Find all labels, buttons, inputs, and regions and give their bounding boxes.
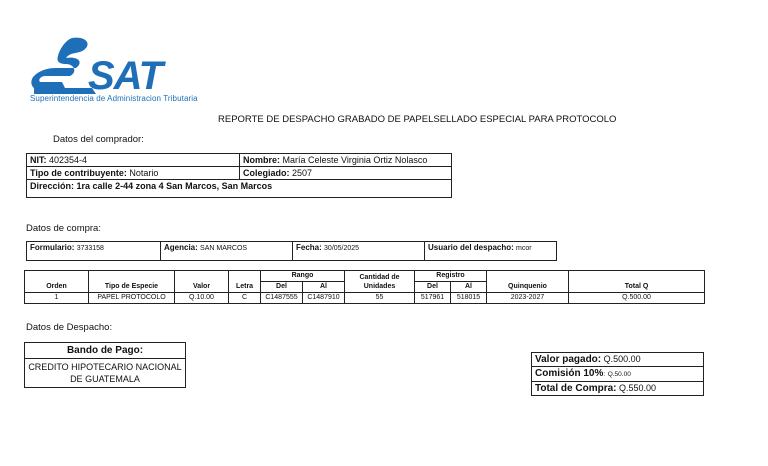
colegiado-cell (240, 167, 452, 180)
buyer-section-label: Datos del comprador: (53, 134, 144, 145)
direccion-label: Dirección: (30, 181, 75, 191)
tipo-value: Notario (129, 168, 159, 178)
registro-del-cell: 517961 (415, 293, 451, 304)
nit-label: NIT: (30, 155, 47, 165)
valor-header: Valor (175, 282, 229, 293)
logo-wordmark: SAT (88, 54, 163, 98)
valor-cell: Q.10.00 (175, 293, 229, 304)
dispatch-section-label: Datos de Despacho: (26, 322, 113, 333)
fecha-label: Fecha: (296, 243, 322, 252)
fecha-cell (293, 242, 425, 261)
comision-row: Comisión 10%: Q.50.00 (532, 367, 704, 382)
bank-header: Bando de Pago: (25, 343, 186, 359)
usuario-cell (425, 242, 557, 261)
registro-del-header: Del (415, 282, 451, 293)
rango-del-header: Del (261, 282, 303, 293)
comision-label: Comisión 10% (535, 368, 604, 379)
colegiado-value: 2507 (292, 168, 313, 178)
purchase-table (26, 241, 557, 261)
orden-cell: 1 (25, 293, 89, 304)
tipo-cell (27, 167, 240, 180)
cantidad-cell: 55 (345, 293, 415, 304)
rango-al-header: Al (303, 282, 345, 293)
nombre-label: Nombre: (243, 155, 281, 165)
registro-al-header: Al (451, 282, 487, 293)
purchase-section-label: Datos de compra: (26, 223, 101, 234)
letra-cell: C (229, 293, 261, 304)
bank-box (24, 342, 186, 388)
usuario-value: mcor (516, 245, 532, 252)
valor-pagado-row (532, 353, 704, 367)
nit-value: 402354-4 (49, 155, 88, 165)
agencia-label: Agencia: (164, 243, 198, 252)
tipo-label: Tipo de contribuyente: (30, 168, 127, 178)
total-header: Total Q (569, 282, 705, 293)
valor-pagado-value: Q.500.00 (603, 354, 641, 364)
registro-group-header: Registro (415, 271, 487, 282)
species-table (24, 270, 705, 304)
rango-del-cell: C1487555 (261, 293, 303, 304)
registro-al-cell: 518015 (451, 293, 487, 304)
tipo-header: Tipo de Especie (89, 282, 175, 293)
rango-al-cell: C1487910 (303, 293, 345, 304)
valor-pagado-label: Valor pagado: (535, 354, 602, 365)
formulario-label: Formulario: (30, 243, 75, 252)
nombre-cell (240, 154, 452, 167)
formulario-cell (27, 242, 161, 261)
colegiado-label: Colegiado: (243, 168, 290, 178)
nit-cell (27, 154, 240, 167)
letra-header: Letra (229, 282, 261, 293)
formulario-value: 3733158 (76, 245, 104, 252)
fecha-value: 30/05/2025 (324, 245, 360, 252)
direccion-cell (27, 180, 452, 198)
orden-header: Orden (25, 282, 89, 293)
tipo-cell: PAPEL PROTOCOLO (89, 293, 175, 304)
nombre-value: María Celeste Virginia Ortiz Nolasco (282, 155, 428, 165)
agencia-value: SAN MARCOS (200, 245, 248, 252)
buyer-table (26, 153, 452, 198)
cantidad-header: Cantidad de Unidades (345, 271, 415, 293)
bank-value: CREDITO HIPOTECARIO NACIONAL DE GUATEMALA (25, 359, 186, 388)
total-compra-value: Q.550.00 (619, 383, 657, 393)
agencia-cell (161, 242, 293, 261)
total-cell: Q.500.00 (569, 293, 705, 304)
direccion-value: 1ra calle 2-44 zona 4 San Marcos, San Marcos (76, 181, 273, 191)
total-compra-label: Total de Compra: (535, 383, 617, 394)
table-row (25, 293, 705, 304)
comision-value: Q.50.00 (607, 371, 631, 378)
report-title: REPORTE DE DESPACHO GRABADO DE PAPELSELLADO ESPECIAL PARA PROTOCOLO (218, 114, 617, 125)
usuario-label: Usuario del despacho: (428, 243, 514, 252)
totals-box (531, 352, 704, 396)
logo-subtitle: Superintendencia de Administracion Tributaria (30, 94, 198, 103)
rango-group-header: Rango (261, 271, 345, 282)
quinquenio-cell: 2023-2027 (487, 293, 569, 304)
total-compra-row (532, 382, 704, 396)
quinquenio-header: Quinquenio (487, 282, 569, 293)
